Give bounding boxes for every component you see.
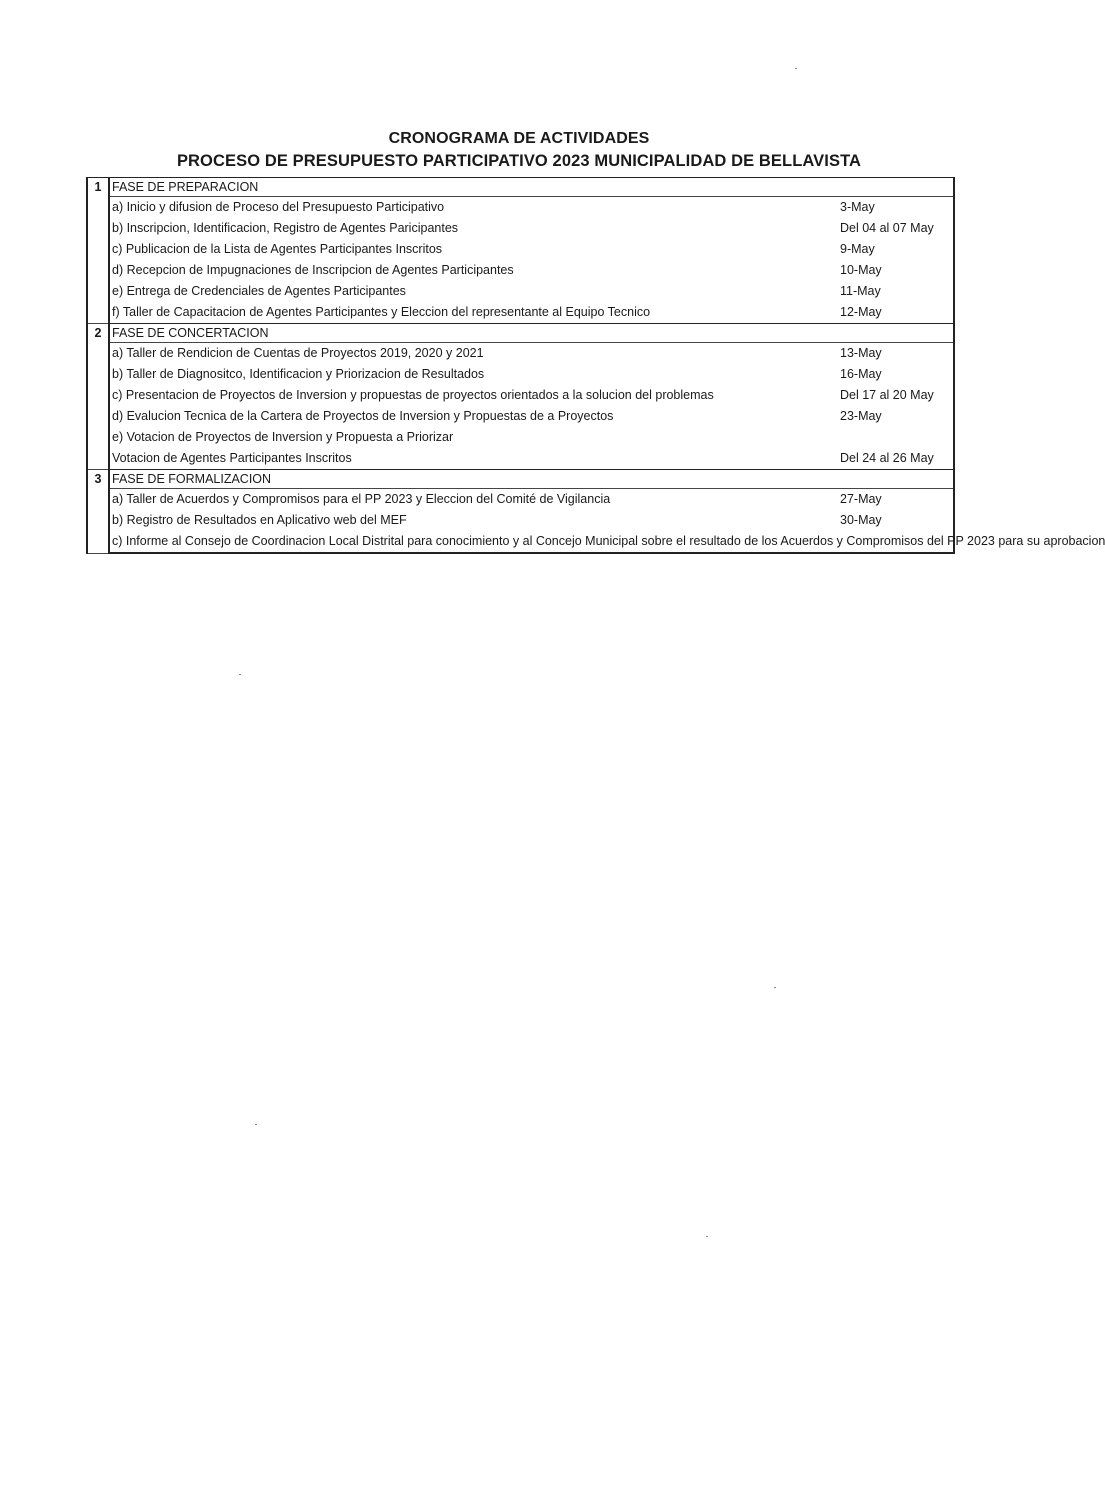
- activity-text: b) Inscripcion, Identificacion, Registro de Agentes Paricipantes: [112, 221, 459, 235]
- activity-row: [87, 197, 954, 219]
- scan-speck: [774, 987, 776, 988]
- activity-text: c) Publicacion de la Lista de Agentes Participantes Inscritos: [112, 242, 443, 256]
- phase-date-cell: [838, 178, 954, 197]
- scan-speck: [255, 1124, 257, 1125]
- activity-date: 9-May: [838, 239, 954, 260]
- phase-number: 2: [87, 324, 109, 470]
- document-header: [86, 128, 952, 172]
- activity-row: [87, 385, 954, 406]
- activity-date: 13-May: [838, 343, 954, 365]
- phase-date-cell: [838, 470, 954, 489]
- activity-date: Del 04 al 07 May: [838, 218, 954, 239]
- phase-label: FASE DE CONCERTACION: [109, 324, 838, 343]
- activity-text: c) Presentacion de Proyectos de Inversion y propuestas de proyectos orientados a la solucion del problemas: [112, 388, 714, 402]
- activity-row: [87, 260, 954, 281]
- activity-text: e) Votacion de Proyectos de Inversion y Propuesta a Priorizar: [112, 430, 454, 444]
- activity-row: [87, 406, 954, 427]
- phase-number: 3: [87, 470, 109, 554]
- activity-row: [87, 427, 954, 448]
- activity-date: [838, 427, 954, 448]
- activity-date: 3-May: [838, 197, 954, 219]
- phase-label: FASE DE PREPARACION: [109, 178, 838, 197]
- activity-row: [87, 448, 954, 470]
- activity-text: c) Informe al Consejo de Coordinacion Local Distrital para conocimiento y al Concejo Municipal sobre el resultado de los Acuerdos y Compromisos del PP 2023 para su aprobacion: [109, 531, 838, 553]
- activity-text: f) Taller de Capacitacion de Agentes Participantes y Eleccion del representante al Equipo Tecnico: [112, 305, 651, 319]
- activity-date: 27-May: [838, 489, 954, 511]
- activity-row: [87, 531, 954, 553]
- activity-date: 11-May: [838, 281, 954, 302]
- activity-date: 30-May: [838, 510, 954, 531]
- activity-row: [87, 489, 954, 511]
- activity-row: [87, 302, 954, 324]
- phase-row: [87, 470, 954, 489]
- activity-text: e) Entrega de Credenciales de Agentes Participantes: [112, 284, 406, 298]
- document-subtitle: PROCESO DE PRESUPUESTO PARTICIPATIVO 2023 MUNICIPALIDAD DE BELLAVISTA: [176, 152, 862, 170]
- phase-label: FASE DE FORMALIZACION: [109, 470, 838, 489]
- activity-row: [87, 343, 954, 365]
- activity-date: 12-May: [838, 302, 954, 324]
- activity-text: b) Taller de Diagnositco, Identificacion y Priorizacion de Resultados: [112, 367, 485, 381]
- activity-text: d) Evalucion Tecnica de la Cartera de Proyectos de Inversion y Propuestas de a Proyectos: [112, 409, 614, 423]
- activity-date: Del 24 al 26 May: [838, 448, 954, 470]
- activity-date: 23-May: [838, 406, 954, 427]
- activity-text: a) Taller de Rendicion de Cuentas de Proyectos 2019, 2020 y 2021: [112, 346, 484, 360]
- scan-speck: [706, 1236, 708, 1237]
- scan-speck: [795, 68, 797, 69]
- activity-text: a) Inicio y difusion de Proceso del Presupuesto Participativo: [112, 200, 445, 214]
- activity-row: [87, 239, 954, 260]
- phase-date-cell: [838, 324, 954, 343]
- activity-text: a) Taller de Acuerdos y Compromisos para el PP 2023 y Eleccion del Comité de Vigilancia: [112, 492, 611, 506]
- activity-row: [87, 364, 954, 385]
- phase-number: 1: [87, 178, 109, 324]
- phase-row: [87, 178, 954, 197]
- activity-text: d) Recepcion de Impugnaciones de Inscripcion de Agentes Participantes: [112, 263, 514, 277]
- schedule-table: [86, 177, 1105, 554]
- activity-row: [87, 218, 954, 239]
- activity-text: Votacion de Agentes Participantes Inscritos: [112, 451, 352, 465]
- activity-date: 16-May: [838, 364, 954, 385]
- phase-row: [87, 324, 954, 343]
- activity-date: 10-May: [838, 260, 954, 281]
- activity-date: Del 17 al 20 May: [838, 385, 954, 406]
- scan-speck: [239, 674, 241, 675]
- document-title: CRONOGRAMA DE ACTIVIDADES: [388, 130, 650, 147]
- activity-text: b) Registro de Resultados en Aplicativo web del MEF: [112, 513, 407, 527]
- activity-row: [87, 281, 954, 302]
- activity-row: [87, 510, 954, 531]
